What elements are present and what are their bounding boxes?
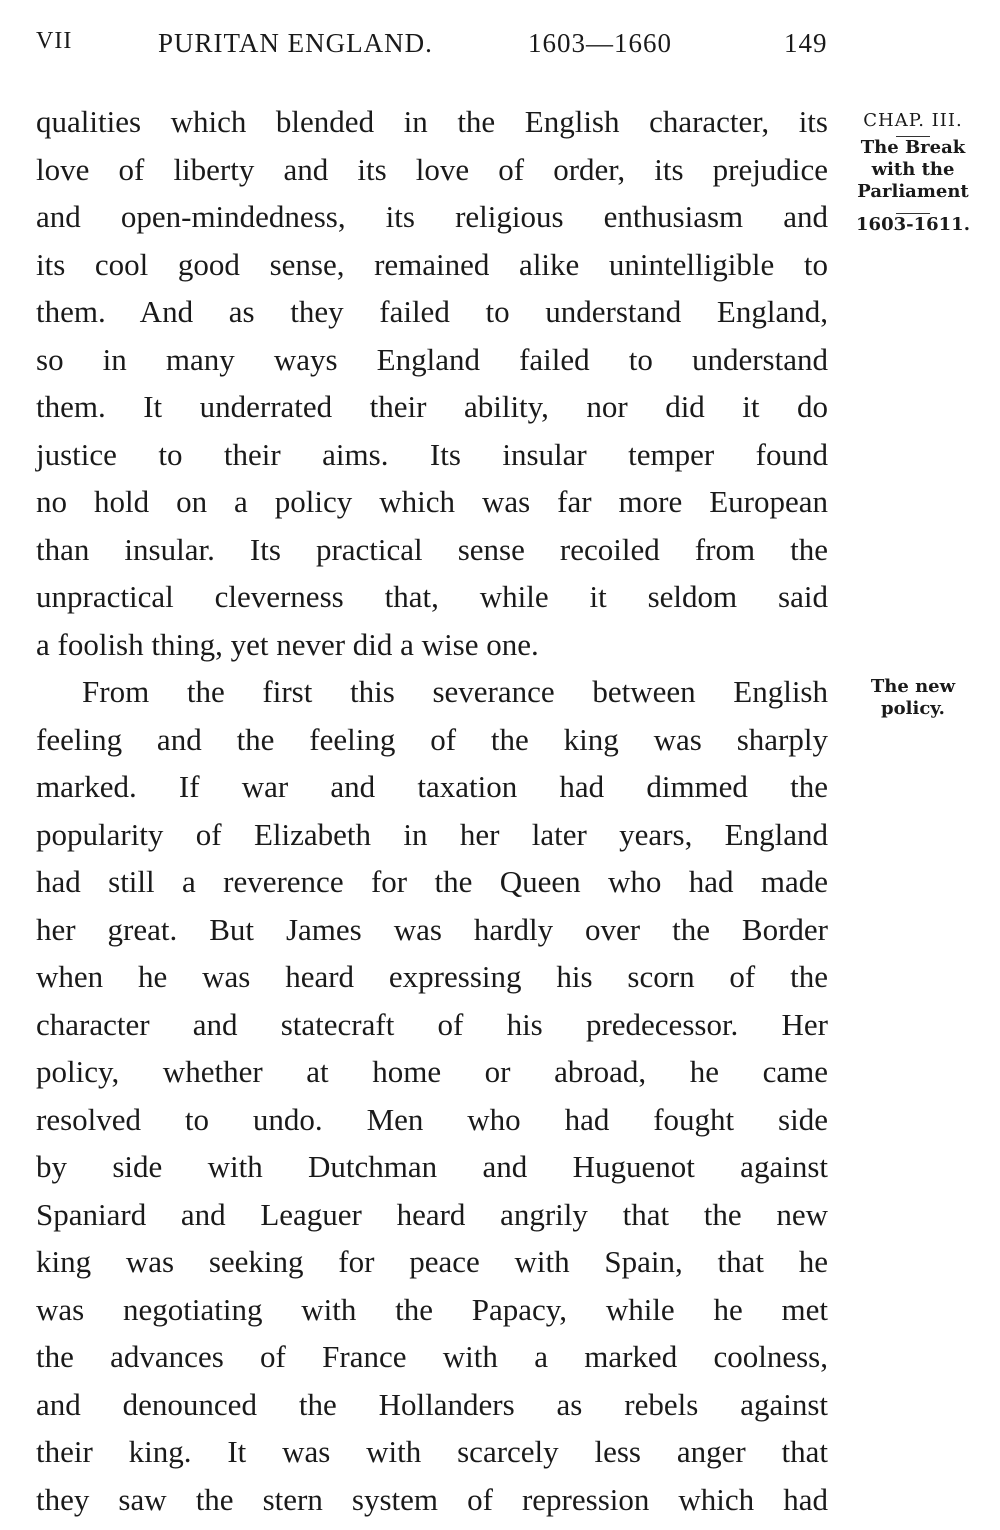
- text-line: qualities which blended in the English character, its: [36, 104, 828, 139]
- text-line: feeling and the feeling of the king was sharply: [36, 721, 828, 757]
- margin-note-line: with the: [871, 159, 955, 180]
- text-line: policy, whether at home or abroad, he came: [36, 1054, 828, 1089]
- text-line: the advances of France with a marked coolness,: [36, 1339, 828, 1374]
- paragraph: [36, 98, 828, 668]
- margin-note-policy: [838, 676, 988, 720]
- text-line: king was seeking for peace with Spain, that he: [36, 1244, 828, 1279]
- margin-note-line: The new: [870, 676, 956, 697]
- text-line: so in many ways England failed to understand: [36, 341, 828, 377]
- text-line: and denounced the Hollanders as rebels against: [36, 1386, 828, 1422]
- text-line: was negotiating with the Papacy, while he met: [36, 1291, 828, 1327]
- text-line: than insular. Its practical sense recoiled from the: [36, 531, 828, 567]
- running-head-section: VII: [36, 28, 73, 54]
- margin-note-dates: 1603-1611.: [856, 214, 970, 235]
- page-number: 149: [784, 28, 828, 58]
- text-line: by side with Dutchman and Huguenot against: [36, 1149, 828, 1184]
- margin-chapter-label: CHAP. III.: [863, 110, 963, 131]
- text-line: From the first this severance between English: [82, 674, 828, 709]
- text-line: they saw the stern system of repression which had: [36, 1481, 828, 1517]
- text-line: and open-mindedness, its religious enthusiasm and: [36, 199, 828, 234]
- text-line: her great. But James was hardly over the Border: [36, 911, 828, 947]
- text-line: popularity of Elizabeth in her later years, England: [36, 816, 828, 852]
- body-text: [36, 98, 828, 1523]
- text-line: justice to their aims. Its insular temper found: [36, 436, 828, 472]
- text-line: their king. It was with scarcely less anger that: [36, 1434, 828, 1469]
- text-line: no hold on a policy which was far more European: [36, 484, 828, 519]
- margin-note-line: The Break: [860, 137, 966, 158]
- text-line: Spaniard and Leaguer heard angrily that the new: [36, 1196, 828, 1232]
- text-line: them. It underrated their ability, nor did it do: [36, 389, 828, 424]
- running-head-title: PURITAN ENGLAND.: [158, 28, 433, 58]
- text-line: character and statecraft of his predecessor. Her: [36, 1006, 828, 1042]
- text-line: when he was heard expressing his scorn of the: [36, 959, 828, 994]
- margin-note-line: Parliament: [857, 181, 969, 202]
- text-line: marked. If war and taxation had dimmed the: [36, 769, 828, 804]
- text-line: them. And as they failed to understand England,: [36, 294, 828, 329]
- text-line: had still a reverence for the Queen who had made: [36, 864, 828, 899]
- text-line: its cool good sense, remained alike unintelligible to: [36, 246, 828, 282]
- running-head-dates: 1603—1660: [528, 28, 672, 58]
- running-head: [36, 28, 836, 68]
- text-line: love of liberty and its love of order, its prejudice: [36, 151, 828, 187]
- margin-note-line: policy.: [881, 698, 945, 719]
- paragraph: [36, 668, 828, 1523]
- text-line: a foolish thing, yet never did a wise one.: [36, 626, 539, 662]
- text-line: unpractical cleverness that, while it seldom said: [36, 579, 828, 614]
- margin-note-break: [838, 136, 988, 235]
- text-line: resolved to undo. Men who had fought side: [36, 1101, 828, 1137]
